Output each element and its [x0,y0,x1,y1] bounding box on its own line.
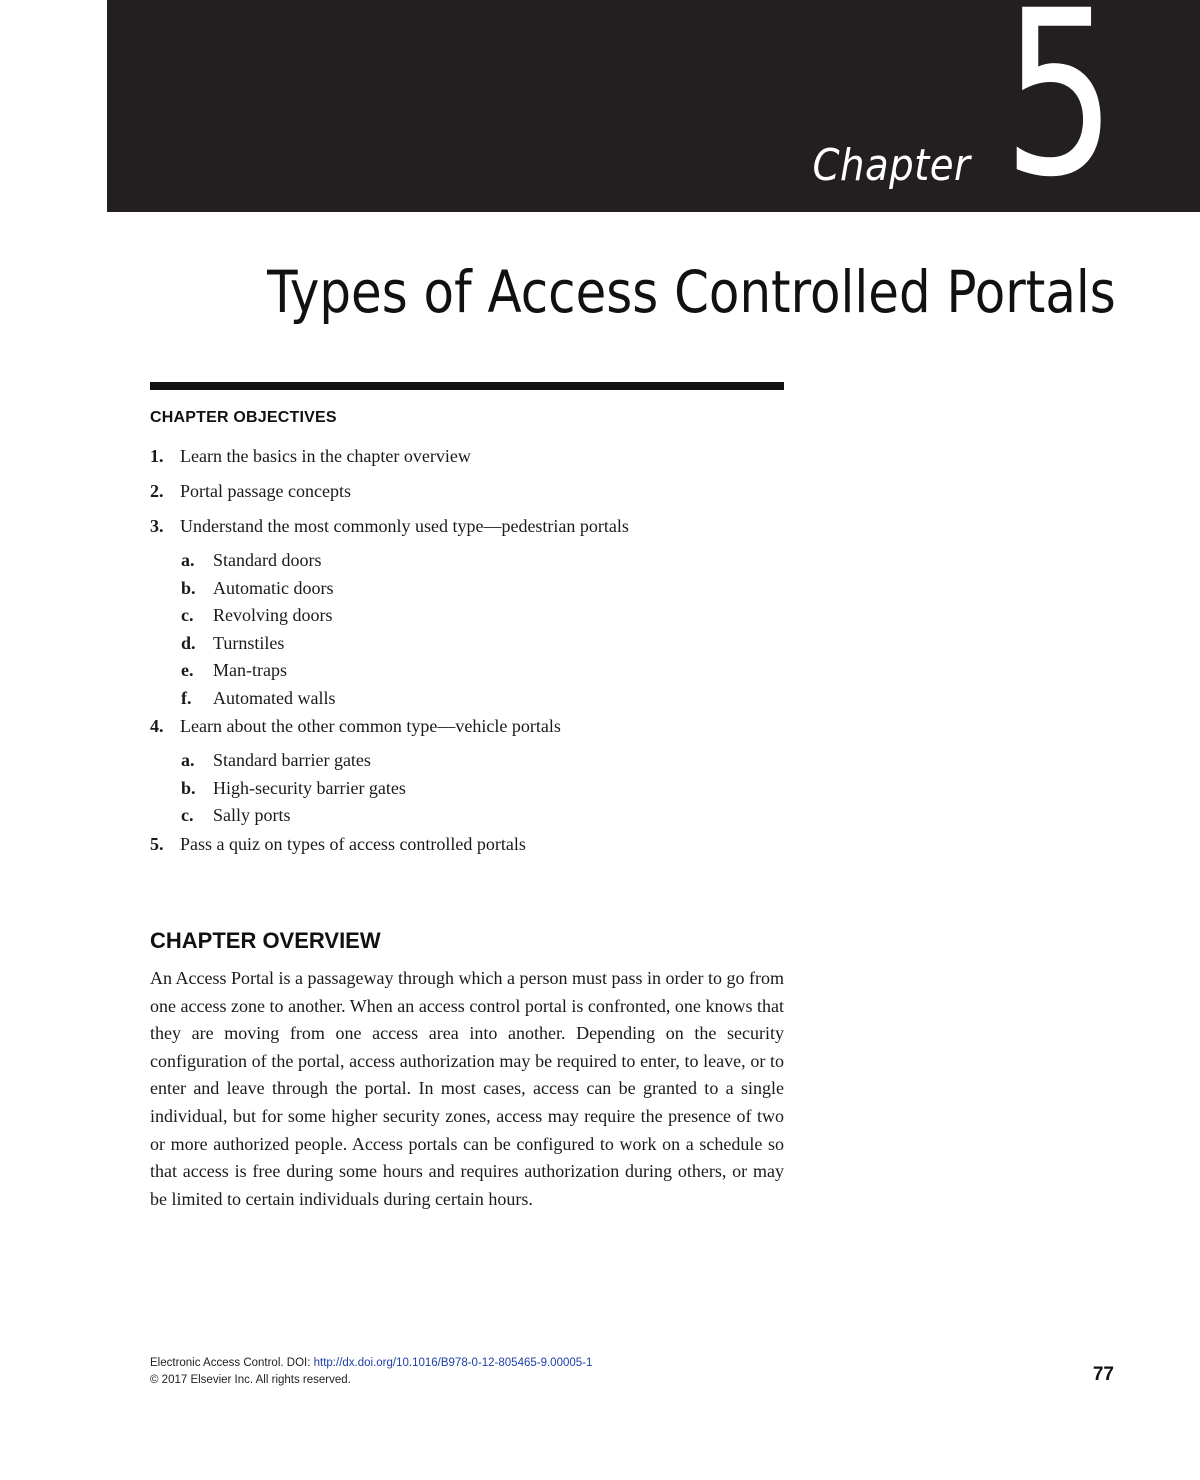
objective-item [150,512,790,540]
objective-subitem [150,575,790,603]
objective-marker: 5. [150,833,164,854]
objective-subitem [150,630,790,658]
subitem-marker: a. [181,550,195,570]
citation-line [150,1355,592,1372]
subitem-text: Automated walls [213,687,336,708]
objectives-list [150,442,790,858]
subitem-text: Standard doors [213,550,322,570]
subitem-text: Sally ports [213,805,291,825]
subitem-marker: e. [181,660,194,680]
subitem-text: Revolving doors [213,605,333,625]
objective-text: Learn the basics in the chapter overview [180,446,471,466]
objective-marker: 3. [150,516,164,536]
subitem-text: Man-traps [213,660,287,680]
objective-item [150,442,790,470]
subitem-text: Turnstiles [213,632,285,653]
page-number: 77 [1092,1364,1114,1385]
page-footer [150,1355,592,1389]
subitem-marker: a. [181,750,195,770]
objective-marker: 1. [150,446,164,466]
objective-subitem [150,685,790,713]
objective-subitem [150,747,790,775]
objective-subitem [150,775,790,803]
objective-subitem [150,602,790,630]
objective-subitem [150,657,790,685]
objective-subitem [150,547,790,575]
objective-item [150,477,790,505]
objective-marker: 2. [150,481,164,501]
objective-text: Pass a quiz on types of access controlled portals [180,833,526,854]
section-rule [150,382,784,390]
subitem-text: High-security barrier gates [213,777,406,798]
objective-item [150,830,790,858]
objective-marker: 4. [150,716,164,736]
objective-text: Learn about the other common type—vehicle portals [180,716,561,736]
copyright-line: © 2017 Elsevier Inc. All rights reserved. [150,1374,351,1386]
subitem-marker: b. [181,577,196,598]
overview-paragraph: An Access Portal is a passageway through which a person must pass in order to go from one access zone to another. When an access control portal is confronted, one knows that they are moving from one access area into another. Depending on the security configuration of the portal, access authorization may be required to enter, to leave, or to enter and leave through the portal. In most cases, access can be granted to a single individual, but for some higher security zones, access may require the presence of two or more authorized people. Access portals can be configured to work on a schedule so that access is free during some hours and requires authorization during others, or may be limited to certain individuals during certain hours. [150,968,784,1209]
chapter-title: Types of Access Controlled Portals [267,258,1116,326]
book-doi-label: Electronic Access Control. DOI: [150,1357,314,1369]
subitem-marker: b. [181,777,196,798]
objective-text: Understand the most commonly used type—pedestrian portals [180,516,629,536]
subitem-marker: c. [181,805,194,825]
objectives-heading: CHAPTER OBJECTIVES [150,409,337,426]
doi-link[interactable]: http://dx.doi.org/10.1016/B978-0-12-805465-9.00005-1 [313,1357,593,1369]
subitem-marker: d. [181,632,196,653]
objective-subitem [150,802,790,830]
overview-heading: CHAPTER OVERVIEW [150,928,381,953]
chapter-number: 5 [1003,0,1117,227]
subitem-text: Automatic doors [213,577,334,598]
chapter-label: Chapter [812,140,970,191]
objective-item [150,712,790,740]
subitem-marker: f. [181,687,192,708]
subitem-marker: c. [181,605,194,625]
subitem-text: Standard barrier gates [213,750,371,770]
objective-text: Portal passage concepts [180,481,351,501]
